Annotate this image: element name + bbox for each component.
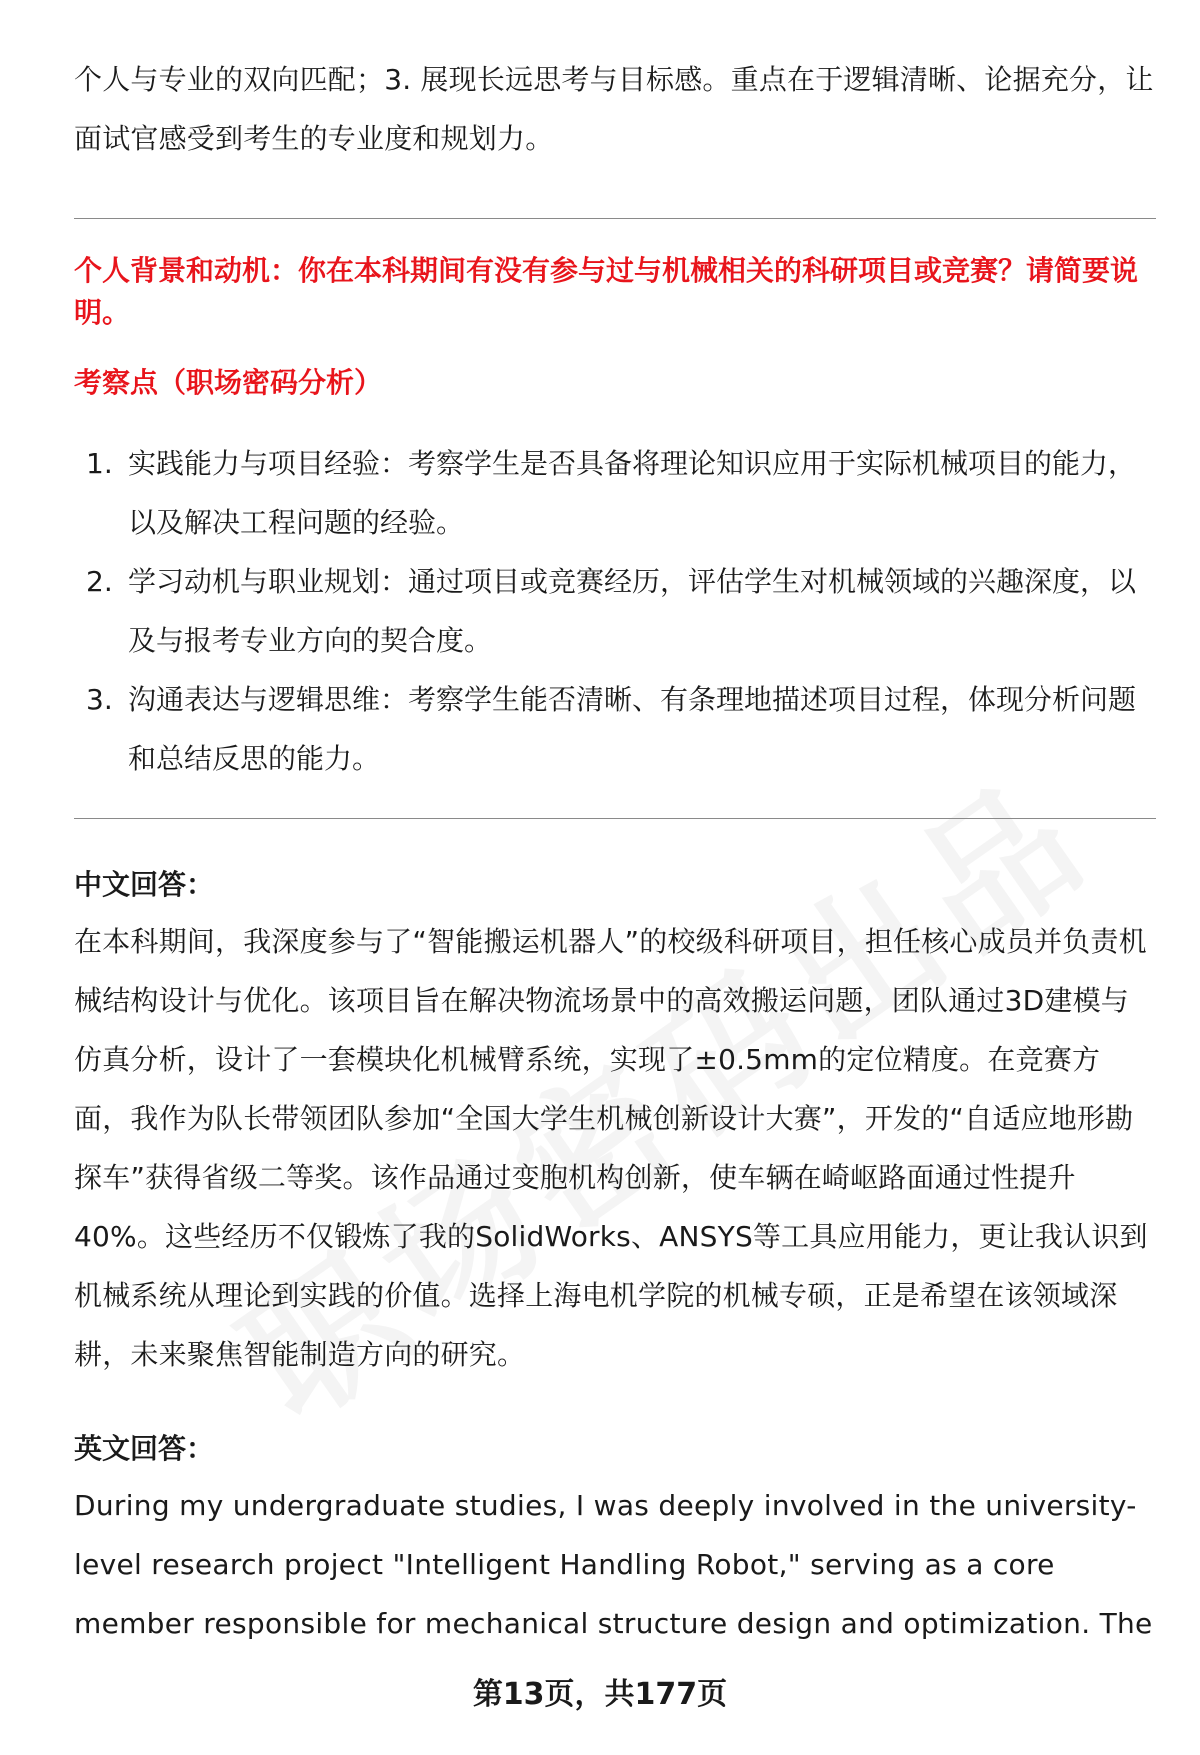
chinese-answer-section xyxy=(74,864,1156,1384)
analysis-item xyxy=(74,434,1156,552)
analysis-item-text: 实践能力与项目经验：考察学生是否具备将理论知识应用于实际机械项目的能力，以及解决工程问题的经验。 xyxy=(128,447,1137,539)
analysis-item-text: 沟通表达与逻辑思维：考察学生能否清晰、有条理地描述项目过程，体现分析问题和总结反思的能力。 xyxy=(128,683,1137,775)
chinese-answer-text: 在本科期间，我深度参与了“智能搬运机器人”的校级科研项目，担任核心成员并负责机械结构设计与优化。该项目旨在解决物流场景中的高效搬运问题，团队通过3D建模与仿真分析，设计了一套模块化机械臂系统，实现了±0.5mm的定位精度。在竞赛方面，我作为队长带领团队参加“全国大学生机械创新设计大赛”，开发的“自适应地形勘探车”获得省级二等奖。该作品通过变胞机构创新，使车辆在崎岖路面通过性提升40%。这些经历不仅锻炼了我的SolidWorks、ANSYS等工具应用能力，更让我认识到机械系统从理论到实践的价值。选择上海电机学院的机械专硕，正是希望在该领域深耕，未来聚焦智能制造方向的研究。 xyxy=(74,925,1148,1371)
analysis-title: 考察点（职场密码分析） xyxy=(74,366,383,399)
analysis-item-number: 2. xyxy=(86,565,113,598)
analysis-item xyxy=(74,670,1156,788)
divider-top xyxy=(74,218,1156,219)
analysis-item-number: 1. xyxy=(86,447,113,480)
english-answer-text: During my undergraduate studies, I was deeply involved in the university-level research project "Intelligent Handling Robot," serving as a core member responsible for mechanical structure design and optimization. The xyxy=(74,1489,1153,1640)
page-number: 第13页，共177页 xyxy=(472,1677,728,1712)
analysis-item-number: 3. xyxy=(86,683,113,716)
analysis-item xyxy=(74,552,1156,670)
english-answer-title: 英文回答： xyxy=(74,1432,215,1465)
divider-middle xyxy=(74,818,1156,819)
analysis-item-text: 学习动机与职业规划：通过项目或竞赛经历，评估学生对机械领域的兴趣深度，以及与报考专业方向的契合度。 xyxy=(128,565,1137,657)
chinese-answer-title: 中文回答： xyxy=(74,868,215,901)
english-answer-section xyxy=(74,1428,1156,1653)
intro-paragraph: 个人与专业的双向匹配；3. 展现长远思考与目标感。重点在于逻辑清晰、论据充分，让面试官感受到考生的专业度和规划力。 xyxy=(74,63,1154,155)
analysis-list xyxy=(74,434,1156,788)
question-title: 个人背景和动机：你在本科期间有没有参与过与机械相关的科研项目或竞赛？请简要说明。 xyxy=(74,254,1139,329)
